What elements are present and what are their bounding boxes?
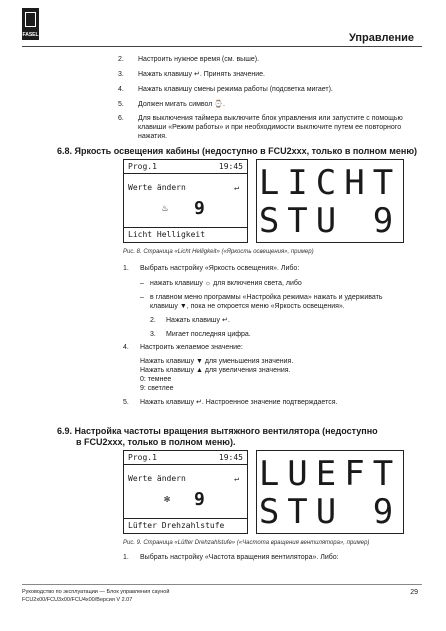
list-item: Нажать клавишу ▼ для уменьшения значения. <box>140 358 294 365</box>
list-item: Нажать клавишу ↵. Настроенное значение подтверждается. <box>140 399 338 406</box>
list-item: Выбрать настройку «Яркость освещения». Либо: <box>140 265 300 272</box>
lcd-value: 9 <box>194 198 205 219</box>
list-item: Нажать клавишу ▲ для увеличения значения. <box>140 367 291 374</box>
list-item: 0: темнее <box>140 376 172 383</box>
timer-icon: ⌚ <box>214 101 224 108</box>
section-heading-light: 6.8. Яркость освещения кабины (недоступно в FCU2xxx, только в полном меню) <box>57 146 418 156</box>
fan-icon: ✻ <box>164 494 171 505</box>
header-divider <box>22 46 422 47</box>
list-item: 9: светлее <box>140 385 174 392</box>
list-item: Выбрать настройку «Частота вращения вентилятора». Либо: <box>140 554 339 561</box>
list-item: Мигает последняя цифра. <box>166 331 251 338</box>
enter-icon: ↵ <box>193 71 200 78</box>
section-heading-fan: 6.9. Настройка частоты вращения вытяжного вентилятора (недоступно <box>57 426 378 436</box>
list-item: Для выключения таймера выключите блок управления или запустите с помощью клавиши «Режим работы» и при необходимости выключите путем ее повторного нажатия. <box>138 115 403 140</box>
figure-caption: Рис. 9. Страница «Lüfter Drehzahlstufe» («Частота вращения вентилятора», пример) <box>123 540 370 546</box>
section-heading-fan-cont: в FCU2xxx, только в полном меню). <box>76 437 236 447</box>
enter-icon: ↵ <box>221 317 228 324</box>
list-item: Настроить желаемое значение: <box>140 344 243 351</box>
list-item: Нажать клавишу смены режима работы (подсветка мигает). <box>138 86 333 93</box>
page-number: 29 <box>410 589 418 596</box>
list-item: Нажать клавишу ↵. <box>166 317 230 324</box>
light-icon: ♨ <box>162 203 169 214</box>
segment-display-light: LICHT STU 9 <box>256 159 404 243</box>
list-item: в главном меню программы «Настройка режима» нажать и удерживать <box>150 294 383 301</box>
footer-divider <box>22 584 422 585</box>
enter-icon: ↵ <box>234 474 239 483</box>
list-item: нажать клавишу ☼ для включения света, либо <box>150 280 302 287</box>
lcd-display-light: Prog.1 19:45 Werte ändern ↵ ♨ 9 Licht Helligkeit <box>123 159 248 243</box>
fasel-logo: FASEL <box>22 8 39 40</box>
lcd-value: 9 <box>194 489 205 510</box>
page-header-title: Управление <box>348 32 414 44</box>
arrow-down-icon: ▼ <box>195 358 203 365</box>
list-item: клавишу ▼, пока не откроется меню «Яркость освещения». <box>150 303 345 310</box>
arrow-up-icon: ▲ <box>195 367 203 374</box>
enter-icon: ↵ <box>234 183 239 192</box>
list-item: Должен мигать символ ⌚. <box>138 101 225 108</box>
footer-doc-title: Руководство по эксплуатации — Блок управления сауной <box>22 589 170 595</box>
list-item: Настроить нужное время (см. выше). <box>138 56 259 63</box>
list-item: Нажать клавишу ↵. Принять значение. <box>138 71 266 78</box>
footer-doc-version: FCU2x00/FCU3x00/FCU4x00/Версия V 2.07 <box>22 597 133 603</box>
segment-display-fan: LUEFT STU 9 <box>256 450 404 534</box>
enter-icon: ↵ <box>195 399 202 406</box>
lcd-display-fan: Prog.1 19:45 Werte ändern ↵ ✻ 9 Lüfter Drehzahlstufe <box>123 450 248 534</box>
light-bulb-icon: ☼ <box>204 280 212 287</box>
figure-caption: Рис. 8. Страница «Licht Helligkeit» («Яркость освещения», пример) <box>123 249 314 255</box>
arrow-down-icon: ▼ <box>179 303 187 310</box>
